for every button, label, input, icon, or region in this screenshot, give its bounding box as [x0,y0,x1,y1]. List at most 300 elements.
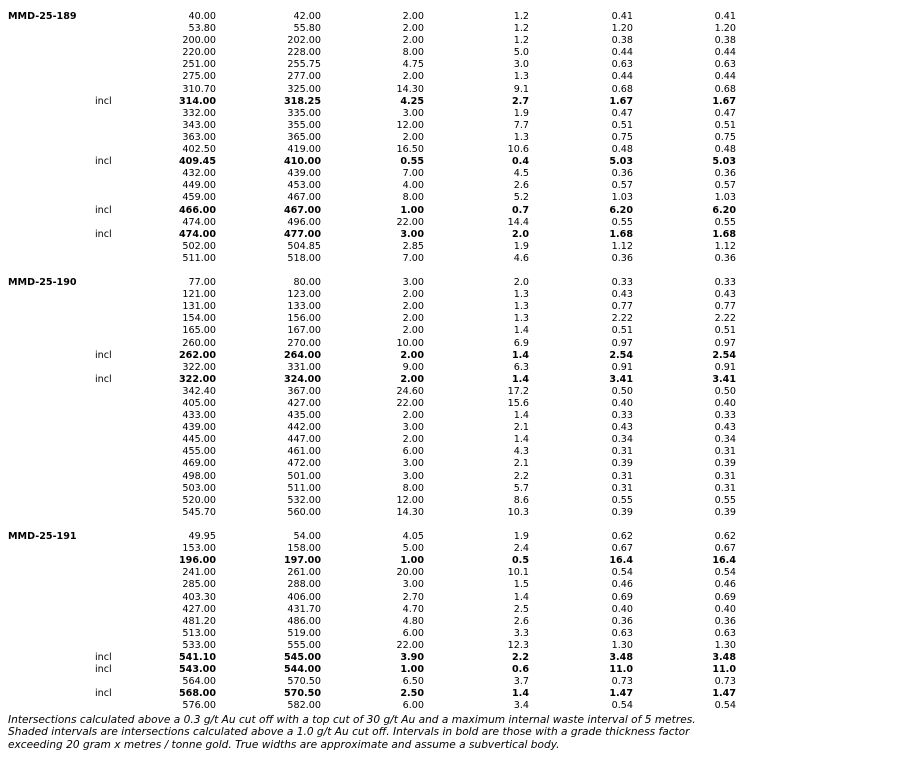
from-cell: 121.00 [182,289,216,301]
gxm-cell: 2.2 [512,651,529,663]
au-cut-cell: 11.0 [712,664,736,676]
table-row [0,664,924,676]
au-cut-cell: 0.77 [714,301,736,313]
au-cell: 0.39 [611,458,633,470]
table-row [0,241,924,253]
length-cell: 6.00 [402,700,424,712]
to-cell: 453.00 [287,180,321,192]
au-cell: 1.68 [609,228,633,240]
from-cell: 459.00 [182,192,216,204]
table-row [0,579,924,591]
from-cell: 403.30 [182,591,216,603]
gxm-cell: 1.9 [513,531,529,543]
to-cell: 496.00 [287,216,321,228]
gxm-cell: 1.2 [513,23,529,35]
from-cell: 262.00 [178,349,216,361]
gxm-cell: 2.6 [513,615,529,627]
gxm-cell: 0.6 [512,664,529,676]
au-cell: 11.0 [609,664,633,676]
au-cut-cell: 0.51 [714,119,736,131]
gxm-cell: 1.2 [513,11,529,22]
table-row [0,652,924,664]
length-cell: 2.00 [402,434,424,446]
au-cut-cell: 0.40 [714,603,736,615]
gxm-cell: 1.4 [513,591,529,603]
from-cell: 241.00 [182,567,216,579]
au-cell: 0.31 [611,482,633,494]
to-cell: 318.25 [283,95,321,107]
table-row [0,205,924,217]
from-cell: 409.45 [178,156,216,168]
from-cell: 439.00 [182,422,216,434]
incl-label: incl [95,373,112,385]
au-cut-cell: 0.33 [714,277,736,289]
au-cut-cell: 0.39 [714,506,736,518]
au-cut-cell: 1.30 [714,639,736,651]
gxm-cell: 10.1 [507,567,529,579]
length-cell: 7.00 [402,168,424,180]
au-cut-cell: 0.55 [714,216,736,228]
au-cut-cell: 0.46 [714,579,736,591]
from-cell: 533.00 [182,639,216,651]
au-cut-cell: 0.36 [714,168,736,180]
length-cell: 12.00 [396,119,424,131]
length-cell: 4.00 [402,180,424,192]
to-cell: 461.00 [287,446,321,458]
length-cell: 2.00 [402,313,424,325]
length-cell: 2.00 [402,131,424,143]
au-cell: 0.38 [611,35,633,47]
au-cut-cell: 0.43 [714,289,736,301]
gxm-cell: 10.6 [507,144,529,156]
table-row [0,592,924,604]
table-row [0,471,924,483]
table-row [0,289,924,301]
from-cell: 433.00 [182,410,216,422]
to-cell: 511.00 [287,482,321,494]
gxm-cell: 1.3 [513,313,529,325]
from-cell: 503.00 [182,482,216,494]
length-cell: 24.60 [396,385,424,397]
gxm-cell: 4.6 [513,252,529,264]
from-cell: 220.00 [182,47,216,59]
gxm-cell: 8.6 [513,494,529,506]
to-cell: 55.80 [293,23,321,35]
au-cell: 3.48 [609,651,633,663]
table-row [0,47,924,59]
length-cell: 3.00 [402,458,424,470]
au-cell: 2.22 [611,313,633,325]
to-cell: 365.00 [287,131,321,143]
length-cell: 2.00 [402,71,424,83]
gxm-cell: 1.4 [513,325,529,337]
au-cell: 0.39 [611,506,633,518]
to-cell: 501.00 [287,470,321,482]
to-cell: 427.00 [287,398,321,409]
au-cell: 0.40 [611,603,633,615]
length-cell: 20.00 [396,567,424,579]
section-gap [0,519,924,531]
to-cell: 406.00 [287,591,321,603]
to-cell: 570.50 [283,688,321,700]
au-cut-cell: 2.54 [712,349,736,361]
table-row [0,277,924,289]
au-cut-cell: 0.41 [714,11,736,22]
from-cell: 405.00 [182,398,216,409]
au-cell: 0.55 [611,216,633,228]
from-cell: 449.00 [182,180,216,192]
from-cell: 445.00 [182,434,216,446]
table-row [0,458,924,470]
from-cell: 251.00 [182,59,216,71]
au-cell: 1.47 [609,688,633,700]
from-cell: 432.00 [182,168,216,180]
length-cell: 6.00 [402,446,424,458]
gxm-cell: 1.9 [513,107,529,119]
from-cell: 474.00 [178,228,216,240]
gxm-cell: 14.4 [507,216,529,228]
table-row [0,168,924,180]
au-cell: 2.54 [609,349,633,361]
au-cell: 0.41 [611,11,633,22]
au-cut-cell: 1.47 [712,688,736,700]
au-cut-cell: 0.73 [714,676,736,688]
to-cell: 80.00 [293,277,321,289]
au-cell: 0.54 [611,567,633,579]
length-cell: 8.00 [402,192,424,204]
au-cut-cell: 0.54 [714,700,736,712]
from-cell: 466.00 [178,204,216,216]
au-cut-cell: 1.20 [714,23,736,35]
table-row [0,84,924,96]
table-row [0,192,924,204]
length-cell: 2.00 [402,23,424,35]
au-cut-cell: 1.67 [712,95,736,107]
drill-results-table [0,11,924,712]
au-cell: 0.67 [611,543,633,555]
table-row [0,35,924,47]
gxm-cell: 1.3 [513,131,529,143]
table-row [0,23,924,35]
gxm-cell: 2.0 [513,277,529,289]
table-row [0,132,924,144]
au-cell: 0.73 [611,676,633,688]
au-cell: 0.68 [611,83,633,95]
gxm-cell: 1.4 [513,434,529,446]
to-cell: 261.00 [287,567,321,579]
au-cell: 0.48 [611,144,633,156]
gxm-cell: 2.1 [513,458,529,470]
hole-id: MMD-25-189 [8,11,77,22]
from-cell: 322.00 [178,373,216,385]
length-cell: 4.75 [402,59,424,71]
to-cell: 54.00 [293,531,321,543]
from-cell: 564.00 [182,676,216,688]
to-cell: 167.00 [287,325,321,337]
au-cut-cell: 0.62 [714,531,736,543]
to-cell: 544.00 [283,664,321,676]
au-cut-cell: 0.44 [714,47,736,59]
length-cell: 22.00 [396,398,424,409]
gxm-cell: 2.6 [513,180,529,192]
incl-label: incl [95,651,112,663]
au-cell: 1.20 [611,23,633,35]
table-row [0,338,924,350]
au-cut-cell: 16.4 [712,555,736,567]
gxm-cell: 1.3 [513,289,529,301]
length-cell: 2.50 [400,688,424,700]
length-cell: 14.30 [396,506,424,518]
gxm-cell: 3.3 [513,627,529,639]
to-cell: 545.00 [283,651,321,663]
au-cut-cell: 3.48 [712,651,736,663]
au-cell: 1.03 [611,192,633,204]
to-cell: 439.00 [287,168,321,180]
table-row [0,301,924,313]
hole-id: MMD-25-191 [8,531,77,543]
length-cell: 2.00 [402,410,424,422]
to-cell: 264.00 [283,349,321,361]
to-cell: 504.85 [287,240,321,252]
au-cell: 0.43 [611,422,633,434]
from-cell: 275.00 [182,71,216,83]
to-cell: 486.00 [287,615,321,627]
au-cell: 0.63 [611,627,633,639]
au-cut-cell: 0.63 [714,627,736,639]
gxm-cell: 15.6 [507,398,529,409]
au-cell: 0.40 [611,398,633,409]
length-cell: 4.05 [402,531,424,543]
to-cell: 270.00 [287,337,321,349]
au-cut-cell: 0.33 [714,410,736,422]
au-cell: 0.97 [611,337,633,349]
gxm-cell: 17.2 [507,385,529,397]
au-cut-cell: 0.39 [714,458,736,470]
table-row [0,616,924,628]
gxm-cell: 0.4 [512,156,529,168]
from-cell: 154.00 [182,313,216,325]
au-cell: 3.41 [609,373,633,385]
gxm-cell: 12.3 [507,639,529,651]
to-cell: 288.00 [287,579,321,591]
au-cut-cell: 0.67 [714,543,736,555]
table-row [0,640,924,652]
from-cell: 53.80 [188,23,216,35]
table-row [0,374,924,386]
gxm-cell: 6.9 [513,337,529,349]
from-cell: 541.10 [178,651,216,663]
gxm-cell: 4.3 [513,446,529,458]
to-cell: 467.00 [287,192,321,204]
to-cell: 477.00 [283,228,321,240]
gxm-cell: 1.2 [513,35,529,47]
from-cell: 342.40 [182,385,216,397]
gxm-cell: 4.5 [513,168,529,180]
table-row [0,11,924,23]
from-cell: 77.00 [188,277,216,289]
length-cell: 3.90 [400,651,424,663]
au-cell: 0.44 [611,47,633,59]
from-cell: 543.00 [178,664,216,676]
table-row [0,555,924,567]
au-cell: 0.55 [611,494,633,506]
gxm-cell: 9.1 [513,83,529,95]
length-cell: 2.85 [402,240,424,252]
au-cut-cell: 0.31 [714,446,736,458]
to-cell: 472.00 [287,458,321,470]
incl-label: incl [95,664,112,676]
table-row [0,229,924,241]
length-cell: 2.00 [400,349,424,361]
table-row [0,156,924,168]
table-row [0,398,924,410]
to-cell: 442.00 [287,422,321,434]
from-cell: 502.00 [182,240,216,252]
au-cell: 0.34 [611,434,633,446]
au-cell: 0.43 [611,289,633,301]
to-cell: 419.00 [287,144,321,156]
au-cut-cell: 0.97 [714,337,736,349]
to-cell: 435.00 [287,410,321,422]
table-row [0,434,924,446]
length-cell: 4.70 [402,603,424,615]
au-cell: 0.46 [611,579,633,591]
from-cell: 40.00 [188,11,216,22]
gxm-cell: 3.4 [513,700,529,712]
table-row [0,567,924,579]
au-cell: 0.63 [611,59,633,71]
from-cell: 402.50 [182,144,216,156]
gxm-cell: 5.2 [513,192,529,204]
gxm-cell: 1.5 [513,579,529,591]
from-cell: 469.00 [182,458,216,470]
length-cell: 14.30 [396,83,424,95]
from-cell: 481.20 [182,615,216,627]
length-cell: 3.00 [402,277,424,289]
length-cell: 22.00 [396,639,424,651]
table-row [0,700,924,712]
gxm-cell: 5.0 [513,47,529,59]
au-cell: 0.69 [611,591,633,603]
gxm-cell: 0.5 [512,555,529,567]
gxm-cell: 1.4 [512,373,529,385]
to-cell: 324.00 [283,373,321,385]
from-cell: 310.70 [182,83,216,95]
table-row [0,446,924,458]
from-cell: 427.00 [182,603,216,615]
table-row [0,108,924,120]
table-row [0,495,924,507]
length-cell: 3.00 [400,228,424,240]
incl-label: incl [95,95,112,107]
to-cell: 123.00 [287,289,321,301]
from-cell: 474.00 [182,216,216,228]
au-cut-cell: 0.38 [714,35,736,47]
au-cut-cell: 0.36 [714,615,736,627]
table-row [0,676,924,688]
length-cell: 3.00 [402,579,424,591]
length-cell: 4.25 [400,95,424,107]
au-cell: 0.54 [611,700,633,712]
au-cell: 0.57 [611,180,633,192]
table-footnotes [8,714,888,751]
length-cell: 16.50 [396,144,424,156]
from-cell: 545.70 [182,506,216,518]
au-cell: 0.33 [611,410,633,422]
from-cell: 285.00 [182,579,216,591]
to-cell: 355.00 [287,119,321,131]
table-row [0,628,924,640]
au-cut-cell: 0.50 [714,385,736,397]
to-cell: 560.00 [287,506,321,518]
au-cell: 1.12 [611,240,633,252]
gxm-cell: 1.4 [513,410,529,422]
au-cell: 5.03 [609,156,633,168]
from-cell: 520.00 [182,494,216,506]
section-gap [0,265,924,277]
length-cell: 3.00 [402,107,424,119]
length-cell: 5.00 [402,543,424,555]
au-cut-cell: 0.54 [714,567,736,579]
to-cell: 156.00 [287,313,321,325]
au-cut-cell: 0.48 [714,144,736,156]
gxm-cell: 2.7 [512,95,529,107]
from-cell: 513.00 [182,627,216,639]
length-cell: 2.00 [402,35,424,47]
au-cut-cell: 0.44 [714,71,736,83]
incl-label: incl [95,156,112,168]
to-cell: 467.00 [283,204,321,216]
au-cell: 1.67 [609,95,633,107]
to-cell: 202.00 [287,35,321,47]
gxm-cell: 0.7 [512,204,529,216]
to-cell: 158.00 [287,543,321,555]
gxm-cell: 10.3 [507,506,529,518]
from-cell: 131.00 [182,301,216,313]
to-cell: 532.00 [287,494,321,506]
from-cell: 568.00 [178,688,216,700]
au-cut-cell: 1.12 [714,240,736,252]
au-cut-cell: 3.41 [712,373,736,385]
to-cell: 335.00 [287,107,321,119]
from-cell: 511.00 [182,252,216,264]
incl-label: incl [95,688,112,700]
table-row [0,120,924,132]
from-cell: 314.00 [178,95,216,107]
from-cell: 332.00 [182,107,216,119]
au-cell: 1.30 [611,639,633,651]
gxm-cell: 7.7 [513,119,529,131]
length-cell: 22.00 [396,216,424,228]
au-cut-cell: 1.03 [714,192,736,204]
gxm-cell: 6.3 [513,361,529,373]
au-cut-cell: 0.34 [714,434,736,446]
table-row [0,507,924,519]
table-row [0,362,924,374]
gxm-cell: 1.4 [512,688,529,700]
au-cell: 0.51 [611,119,633,131]
table-row [0,422,924,434]
au-cell: 0.47 [611,107,633,119]
from-cell: 363.00 [182,131,216,143]
length-cell: 2.00 [402,11,424,22]
to-cell: 331.00 [287,361,321,373]
au-cell: 0.36 [611,615,633,627]
from-cell: 343.00 [182,119,216,131]
length-cell: 12.00 [396,494,424,506]
au-cell: 0.44 [611,71,633,83]
au-cell: 0.36 [611,252,633,264]
